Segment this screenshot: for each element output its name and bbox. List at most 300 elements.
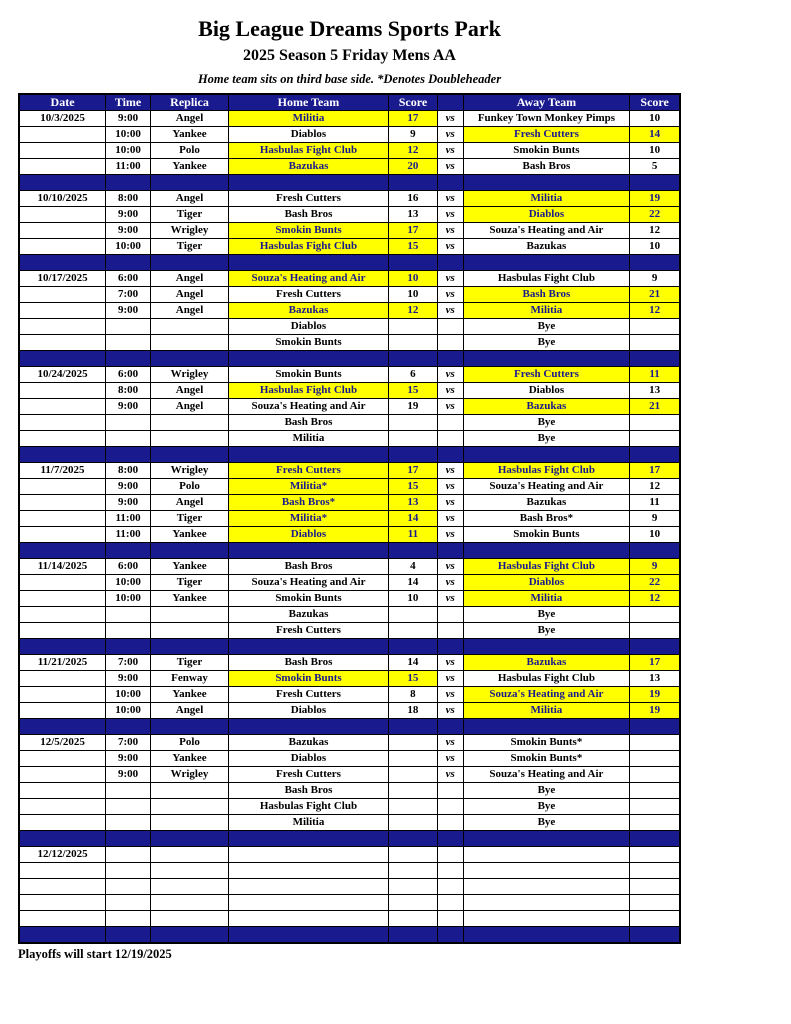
separator-row: [19, 350, 680, 366]
separator-row: [19, 638, 680, 654]
replica-cell: [151, 622, 229, 638]
away-score-cell: [630, 894, 680, 910]
separator-cell: [19, 830, 106, 846]
home-score-cell: 15: [388, 382, 437, 398]
separator-cell: [630, 542, 680, 558]
separator-cell: [229, 542, 389, 558]
game-row: [19, 238, 680, 254]
vs-cell: [437, 878, 463, 894]
vs-cell: [437, 606, 463, 622]
vs-cell: vs: [437, 142, 463, 158]
replica-cell: [151, 334, 229, 350]
away-score-cell: 10: [630, 238, 680, 254]
separator-cell: [463, 542, 630, 558]
replica-cell: Fenway: [151, 670, 229, 686]
home-score-cell: [388, 862, 437, 878]
separator-cell: [630, 174, 680, 190]
home-score-cell: [388, 878, 437, 894]
vs-cell: [437, 894, 463, 910]
home-score-cell: [388, 430, 437, 446]
vs-cell: vs: [437, 654, 463, 670]
away-team-cell: Bazukas: [463, 238, 630, 254]
away-team-cell: Bye: [463, 814, 630, 830]
home-team-cell: Fresh Cutters: [229, 622, 389, 638]
away-score-cell: 10: [630, 110, 680, 126]
date-cell: [19, 878, 106, 894]
away-score-cell: 5: [630, 158, 680, 174]
time-cell: [106, 782, 151, 798]
away-team-cell: Souza's Heating and Air: [463, 766, 630, 782]
away-score-cell: 19: [630, 190, 680, 206]
date-cell: [19, 478, 106, 494]
replica-cell: Tiger: [151, 510, 229, 526]
date-cell: [19, 782, 106, 798]
vs-cell: vs: [437, 158, 463, 174]
date-cell: [19, 862, 106, 878]
home-score-cell: 10: [388, 270, 437, 286]
time-cell: [106, 606, 151, 622]
time-cell: 11:00: [106, 526, 151, 542]
time-cell: 7:00: [106, 654, 151, 670]
game-row: [19, 398, 680, 414]
time-cell: 11:00: [106, 158, 151, 174]
replica-cell: [151, 878, 229, 894]
home-team-cell: Bazukas: [229, 606, 389, 622]
date-cell: [19, 206, 106, 222]
separator-cell: [388, 718, 437, 734]
home-score-cell: [388, 846, 437, 862]
game-row: [19, 798, 680, 814]
date-cell: 12/5/2025: [19, 734, 106, 750]
vs-cell: vs: [437, 222, 463, 238]
game-row: [19, 734, 680, 750]
replica-cell: [151, 910, 229, 926]
time-cell: 9:00: [106, 222, 151, 238]
home-score-cell: 17: [388, 222, 437, 238]
date-cell: [19, 286, 106, 302]
vs-cell: vs: [437, 510, 463, 526]
date-cell: [19, 702, 106, 718]
date-cell: [19, 622, 106, 638]
vs-cell: vs: [437, 126, 463, 142]
separator-cell: [229, 350, 389, 366]
time-cell: 8:00: [106, 382, 151, 398]
legend-note: Home team sits on third base side. *Denotes Doubleheader: [197, 71, 502, 86]
time-cell: [106, 894, 151, 910]
date-cell: [19, 126, 106, 142]
home-team-cell: Fresh Cutters: [229, 286, 389, 302]
home-score-cell: 17: [388, 110, 437, 126]
time-cell: 8:00: [106, 462, 151, 478]
home-score-cell: 14: [388, 510, 437, 526]
away-score-cell: [630, 318, 680, 334]
separator-cell: [229, 718, 389, 734]
vs-cell: [437, 318, 463, 334]
separator-cell: [151, 174, 229, 190]
game-row: [19, 894, 680, 910]
separator-cell: [229, 254, 389, 270]
time-cell: 6:00: [106, 366, 151, 382]
away-team-cell: Bye: [463, 430, 630, 446]
game-row: [19, 478, 680, 494]
separator-cell: [630, 830, 680, 846]
separator-cell: [229, 174, 389, 190]
game-row: [19, 286, 680, 302]
game-row: [19, 334, 680, 350]
time-cell: 10:00: [106, 238, 151, 254]
home-score-cell: [388, 814, 437, 830]
separator-cell: [630, 254, 680, 270]
date-cell: [19, 318, 106, 334]
game-row: [19, 462, 680, 478]
away-score-cell: [630, 414, 680, 430]
away-team-cell: Hasbulas Fight Club: [463, 462, 630, 478]
away-team-cell: Militia: [463, 702, 630, 718]
time-cell: [106, 862, 151, 878]
replica-cell: [151, 846, 229, 862]
separator-cell: [630, 926, 680, 943]
home-score-cell: 13: [388, 206, 437, 222]
home-team-cell: Hasbulas Fight Club: [229, 238, 389, 254]
header-time: Time: [106, 94, 151, 111]
away-team-cell: Bash Bros: [463, 158, 630, 174]
game-row: [19, 766, 680, 782]
away-team-cell: Diablos: [463, 574, 630, 590]
time-cell: 6:00: [106, 270, 151, 286]
separator-cell: [630, 638, 680, 654]
replica-cell: Yankee: [151, 158, 229, 174]
separator-cell: [151, 446, 229, 462]
home-team-cell: Bazukas: [229, 158, 389, 174]
replica-cell: Yankee: [151, 750, 229, 766]
away-team-cell: Funkey Town Monkey Pimps: [463, 110, 630, 126]
home-team-cell: Diablos: [229, 702, 389, 718]
replica-cell: Tiger: [151, 654, 229, 670]
home-team-cell: Souza's Heating and Air: [229, 270, 389, 286]
separator-cell: [463, 638, 630, 654]
separator-cell: [437, 174, 463, 190]
time-cell: [106, 622, 151, 638]
home-team-cell: Hasbulas Fight Club: [229, 382, 389, 398]
header-home-score: Score: [388, 94, 437, 111]
vs-cell: vs: [437, 670, 463, 686]
header-vs: [437, 94, 463, 111]
vs-cell: vs: [437, 590, 463, 606]
home-score-cell: [388, 910, 437, 926]
home-score-cell: 10: [388, 286, 437, 302]
away-team-cell: Smokin Bunts: [463, 526, 630, 542]
home-score-cell: 20: [388, 158, 437, 174]
game-row: [19, 670, 680, 686]
home-score-cell: 12: [388, 142, 437, 158]
date-cell: [19, 670, 106, 686]
separator-cell: [437, 542, 463, 558]
separator-cell: [106, 174, 151, 190]
vs-cell: vs: [437, 366, 463, 382]
separator-cell: [388, 446, 437, 462]
away-score-cell: 11: [630, 494, 680, 510]
time-cell: 6:00: [106, 558, 151, 574]
separator-row: [19, 926, 680, 943]
separator-cell: [106, 254, 151, 270]
home-score-cell: 10: [388, 590, 437, 606]
date-cell: [19, 798, 106, 814]
separator-cell: [229, 830, 389, 846]
date-cell: 10/3/2025: [19, 110, 106, 126]
away-team-cell: Fresh Cutters: [463, 126, 630, 142]
date-cell: 10/10/2025: [19, 190, 106, 206]
game-row: [19, 750, 680, 766]
away-score-cell: [630, 606, 680, 622]
home-team-cell: Bash Bros*: [229, 494, 389, 510]
separator-cell: [106, 718, 151, 734]
away-team-cell: Hasbulas Fight Club: [463, 270, 630, 286]
home-team-cell: Smokin Bunts: [229, 366, 389, 382]
home-score-cell: [388, 334, 437, 350]
away-team-cell: Bazukas: [463, 654, 630, 670]
separator-cell: [388, 542, 437, 558]
home-score-cell: 11: [388, 526, 437, 542]
home-score-cell: 6: [388, 366, 437, 382]
separator-cell: [388, 254, 437, 270]
replica-cell: Angel: [151, 286, 229, 302]
page-title: Big League Dreams Sports Park: [198, 16, 501, 41]
away-score-cell: 10: [630, 526, 680, 542]
vs-cell: vs: [437, 734, 463, 750]
away-score-cell: [630, 814, 680, 830]
away-score-cell: [630, 734, 680, 750]
away-score-cell: 11: [630, 366, 680, 382]
away-team-cell: Militia: [463, 190, 630, 206]
time-cell: [106, 846, 151, 862]
replica-cell: Polo: [151, 734, 229, 750]
game-row: [19, 782, 680, 798]
away-score-cell: 9: [630, 558, 680, 574]
separator-cell: [151, 542, 229, 558]
away-team-cell: Souza's Heating and Air: [463, 222, 630, 238]
date-cell: [19, 334, 106, 350]
away-score-cell: 19: [630, 702, 680, 718]
replica-cell: Angel: [151, 494, 229, 510]
separator-row: [19, 830, 680, 846]
away-team-cell: Bye: [463, 318, 630, 334]
home-team-cell: Militia*: [229, 478, 389, 494]
separator-cell: [106, 638, 151, 654]
date-cell: [19, 398, 106, 414]
away-score-cell: 13: [630, 670, 680, 686]
time-cell: 10:00: [106, 126, 151, 142]
home-score-cell: [388, 606, 437, 622]
home-score-cell: 17: [388, 462, 437, 478]
vs-cell: vs: [437, 750, 463, 766]
away-team-cell: Diablos: [463, 382, 630, 398]
replica-cell: Tiger: [151, 238, 229, 254]
replica-cell: [151, 414, 229, 430]
replica-cell: Angel: [151, 302, 229, 318]
time-cell: [106, 878, 151, 894]
home-team-cell: [229, 894, 389, 910]
separator-cell: [151, 718, 229, 734]
header-away-score: Score: [630, 94, 680, 111]
vs-cell: vs: [437, 766, 463, 782]
home-team-cell: Smokin Bunts: [229, 334, 389, 350]
time-cell: 7:00: [106, 286, 151, 302]
game-row: [19, 558, 680, 574]
separator-cell: [630, 446, 680, 462]
vs-cell: vs: [437, 238, 463, 254]
away-team-cell: Hasbulas Fight Club: [463, 558, 630, 574]
away-team-cell: Hasbulas Fight Club: [463, 670, 630, 686]
date-cell: [19, 430, 106, 446]
header-replica: Replica: [151, 94, 229, 111]
away-score-cell: 17: [630, 462, 680, 478]
home-score-cell: [388, 894, 437, 910]
time-cell: 10:00: [106, 686, 151, 702]
separator-cell: [19, 254, 106, 270]
time-cell: 9:00: [106, 750, 151, 766]
away-team-cell: Militia: [463, 302, 630, 318]
separator-cell: [437, 350, 463, 366]
vs-cell: vs: [437, 190, 463, 206]
time-cell: [106, 414, 151, 430]
vs-cell: [437, 414, 463, 430]
replica-cell: Wrigley: [151, 462, 229, 478]
away-team-cell: Bash Bros: [463, 286, 630, 302]
separator-cell: [437, 446, 463, 462]
date-cell: 10/17/2025: [19, 270, 106, 286]
home-team-cell: Militia: [229, 110, 389, 126]
separator-cell: [437, 254, 463, 270]
away-team-cell: Souza's Heating and Air: [463, 686, 630, 702]
home-score-cell: 14: [388, 574, 437, 590]
schedule-table-body: [19, 110, 680, 943]
replica-cell: Yankee: [151, 686, 229, 702]
schedule-table-head: [19, 94, 680, 111]
home-score-cell: 9: [388, 126, 437, 142]
home-team-cell: Hasbulas Fight Club: [229, 142, 389, 158]
time-cell: [106, 798, 151, 814]
separator-cell: [388, 350, 437, 366]
game-row: [19, 206, 680, 222]
home-score-cell: 16: [388, 190, 437, 206]
away-score-cell: 9: [630, 270, 680, 286]
time-cell: 9:00: [106, 206, 151, 222]
home-score-cell: 13: [388, 494, 437, 510]
away-team-cell: Bye: [463, 334, 630, 350]
game-row: [19, 190, 680, 206]
away-score-cell: [630, 750, 680, 766]
separator-row: [19, 254, 680, 270]
away-team-cell: [463, 862, 630, 878]
date-cell: [19, 494, 106, 510]
away-score-cell: [630, 878, 680, 894]
time-cell: 11:00: [106, 510, 151, 526]
away-score-cell: [630, 622, 680, 638]
date-cell: 11/21/2025: [19, 654, 106, 670]
vs-cell: vs: [437, 302, 463, 318]
separator-cell: [388, 174, 437, 190]
vs-cell: vs: [437, 558, 463, 574]
game-row: [19, 270, 680, 286]
home-team-cell: [229, 878, 389, 894]
away-team-cell: Smokin Bunts*: [463, 750, 630, 766]
game-row: [19, 222, 680, 238]
vs-cell: vs: [437, 494, 463, 510]
vs-cell: [437, 814, 463, 830]
away-score-cell: 12: [630, 222, 680, 238]
date-cell: [19, 686, 106, 702]
game-row: [19, 430, 680, 446]
vs-cell: vs: [437, 478, 463, 494]
home-score-cell: 15: [388, 478, 437, 494]
separator-cell: [437, 926, 463, 943]
away-team-cell: Bye: [463, 798, 630, 814]
header-date: Date: [19, 94, 106, 111]
replica-cell: Wrigley: [151, 222, 229, 238]
time-cell: 8:00: [106, 190, 151, 206]
home-team-cell: Smokin Bunts: [229, 590, 389, 606]
separator-cell: [463, 174, 630, 190]
game-row: [19, 414, 680, 430]
separator-cell: [630, 350, 680, 366]
home-score-cell: 12: [388, 302, 437, 318]
separator-cell: [19, 638, 106, 654]
vs-cell: [437, 910, 463, 926]
replica-cell: [151, 782, 229, 798]
home-score-cell: 4: [388, 558, 437, 574]
separator-row: [19, 542, 680, 558]
home-score-cell: 18: [388, 702, 437, 718]
away-team-cell: [463, 878, 630, 894]
away-team-cell: Bazukas: [463, 398, 630, 414]
home-team-cell: Militia*: [229, 510, 389, 526]
away-score-cell: [630, 910, 680, 926]
separator-cell: [463, 830, 630, 846]
separator-cell: [19, 350, 106, 366]
away-score-cell: 21: [630, 398, 680, 414]
home-team-cell: Souza's Heating and Air: [229, 398, 389, 414]
separator-cell: [19, 446, 106, 462]
home-team-cell: Smokin Bunts: [229, 222, 389, 238]
away-score-cell: 9: [630, 510, 680, 526]
home-score-cell: [388, 782, 437, 798]
home-team-cell: Diablos: [229, 750, 389, 766]
replica-cell: Yankee: [151, 590, 229, 606]
separator-cell: [437, 830, 463, 846]
home-score-cell: 14: [388, 654, 437, 670]
time-cell: 9:00: [106, 110, 151, 126]
game-row: [19, 622, 680, 638]
home-score-cell: 8: [388, 686, 437, 702]
away-team-cell: Bye: [463, 782, 630, 798]
replica-cell: Yankee: [151, 526, 229, 542]
separator-cell: [19, 926, 106, 943]
game-row: [19, 366, 680, 382]
separator-cell: [229, 926, 389, 943]
vs-cell: [437, 846, 463, 862]
separator-cell: [151, 638, 229, 654]
time-cell: [106, 910, 151, 926]
separator-cell: [19, 174, 106, 190]
separator-cell: [463, 350, 630, 366]
home-score-cell: [388, 766, 437, 782]
date-cell: [19, 814, 106, 830]
header-row: [19, 94, 680, 111]
away-score-cell: [630, 798, 680, 814]
vs-cell: [437, 798, 463, 814]
vs-cell: vs: [437, 686, 463, 702]
date-cell: [19, 606, 106, 622]
